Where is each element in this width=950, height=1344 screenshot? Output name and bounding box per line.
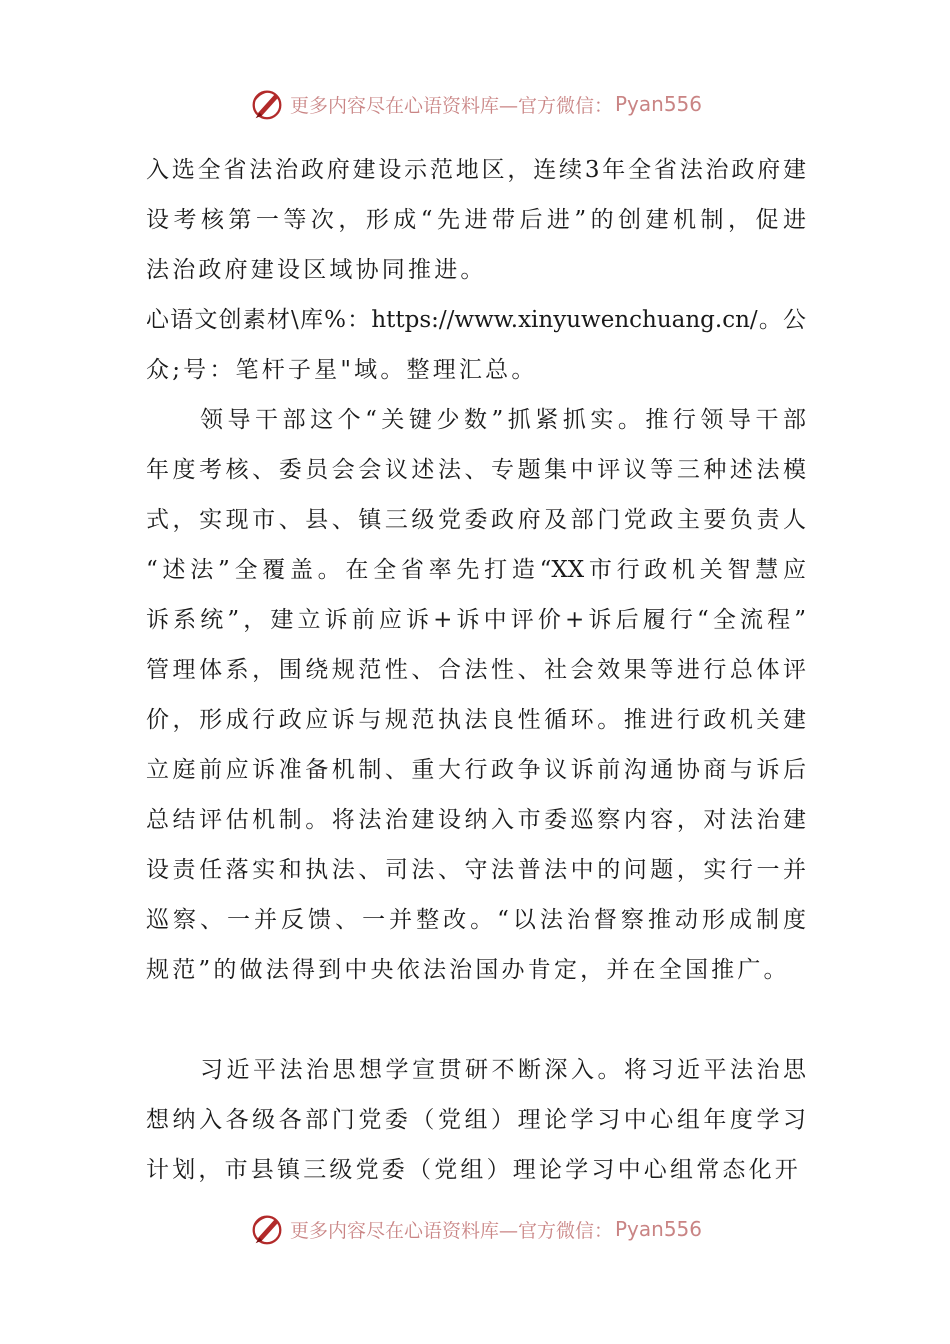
text-line: 年度考核、委员会会议述法、专题集中评议等三种述法模	[146, 457, 806, 483]
document-body	[146, 145, 806, 1195]
paragraph	[146, 295, 806, 395]
text-line: 设考核第一等次，形成“先进带后进”的创建机制，促进	[146, 207, 806, 233]
text-line: 心语文创素材\库%：https://www.xinyuwenchuang.cn/。公	[146, 307, 806, 333]
text-line: 领导干部这个“关键少数”抓紧抓实。推行领导干部	[200, 407, 806, 433]
text-line: 入选全省法治政府建设示范地区，连续3年全省法治政府建	[146, 157, 806, 183]
text-line: 总结评估机制。将法治建设纳入市委巡察内容，对法治建	[146, 807, 806, 833]
text-line: 法治政府建设区域协同推进。	[146, 257, 487, 283]
watermark-text: 更多内容尽在心语资料库—官方微信：	[289, 94, 613, 117]
text-line: 习近平法治思想学宣贯研不断深入。将习近平法治思	[200, 1057, 806, 1083]
watermark-text: 更多内容尽在心语资料库—官方微信：	[289, 1219, 613, 1242]
text-line: 计划，市县镇三级党委（党组）理论学习中心组常态化开	[146, 1157, 801, 1183]
paragraph	[146, 1045, 806, 1195]
watermark-handle: Pyan556	[615, 92, 703, 116]
text-line: “述法”全覆盖。在全省率先打造“XX市行政机关智慧应	[146, 557, 806, 583]
text-line: 管理体系，围绕规范性、合法性、社会效果等进行总体评	[146, 657, 806, 683]
text-line: 价，形成行政应诉与规范执法良性循环。推进行政机关建	[146, 707, 806, 733]
pen-logo-icon	[248, 85, 286, 123]
footer-watermark	[0, 1209, 950, 1249]
text-line: 规范”的做法得到中央依法治国办肯定，并在全国推广。	[146, 957, 790, 983]
text-line: 式，实现市、县、镇三级党委政府及部门党政主要负责人	[146, 507, 806, 533]
text-line: 众;号：笔杆子星"域。整理汇总。	[146, 357, 538, 383]
paragraph	[146, 145, 806, 295]
text-line: 诉系统”，建立诉前应诉+诉中评价+诉后履行“全流程”	[146, 607, 806, 633]
paragraph	[146, 395, 806, 995]
watermark-handle: Pyan556	[615, 1217, 703, 1241]
text-line: 立庭前应诉准备机制、重大行政争议诉前沟通协商与诉后	[146, 757, 806, 783]
paragraph-gap	[146, 995, 806, 1045]
header-watermark	[0, 84, 950, 124]
text-line: 想纳入各级各部门党委（党组）理论学习中心组年度学习	[146, 1107, 806, 1133]
text-line: 设责任落实和执法、司法、守法普法中的问题，实行一并	[146, 857, 806, 883]
text-line: 巡察、一并反馈、一并整改。“以法治督察推动形成制度	[146, 907, 806, 933]
pen-logo-icon	[248, 1210, 286, 1248]
